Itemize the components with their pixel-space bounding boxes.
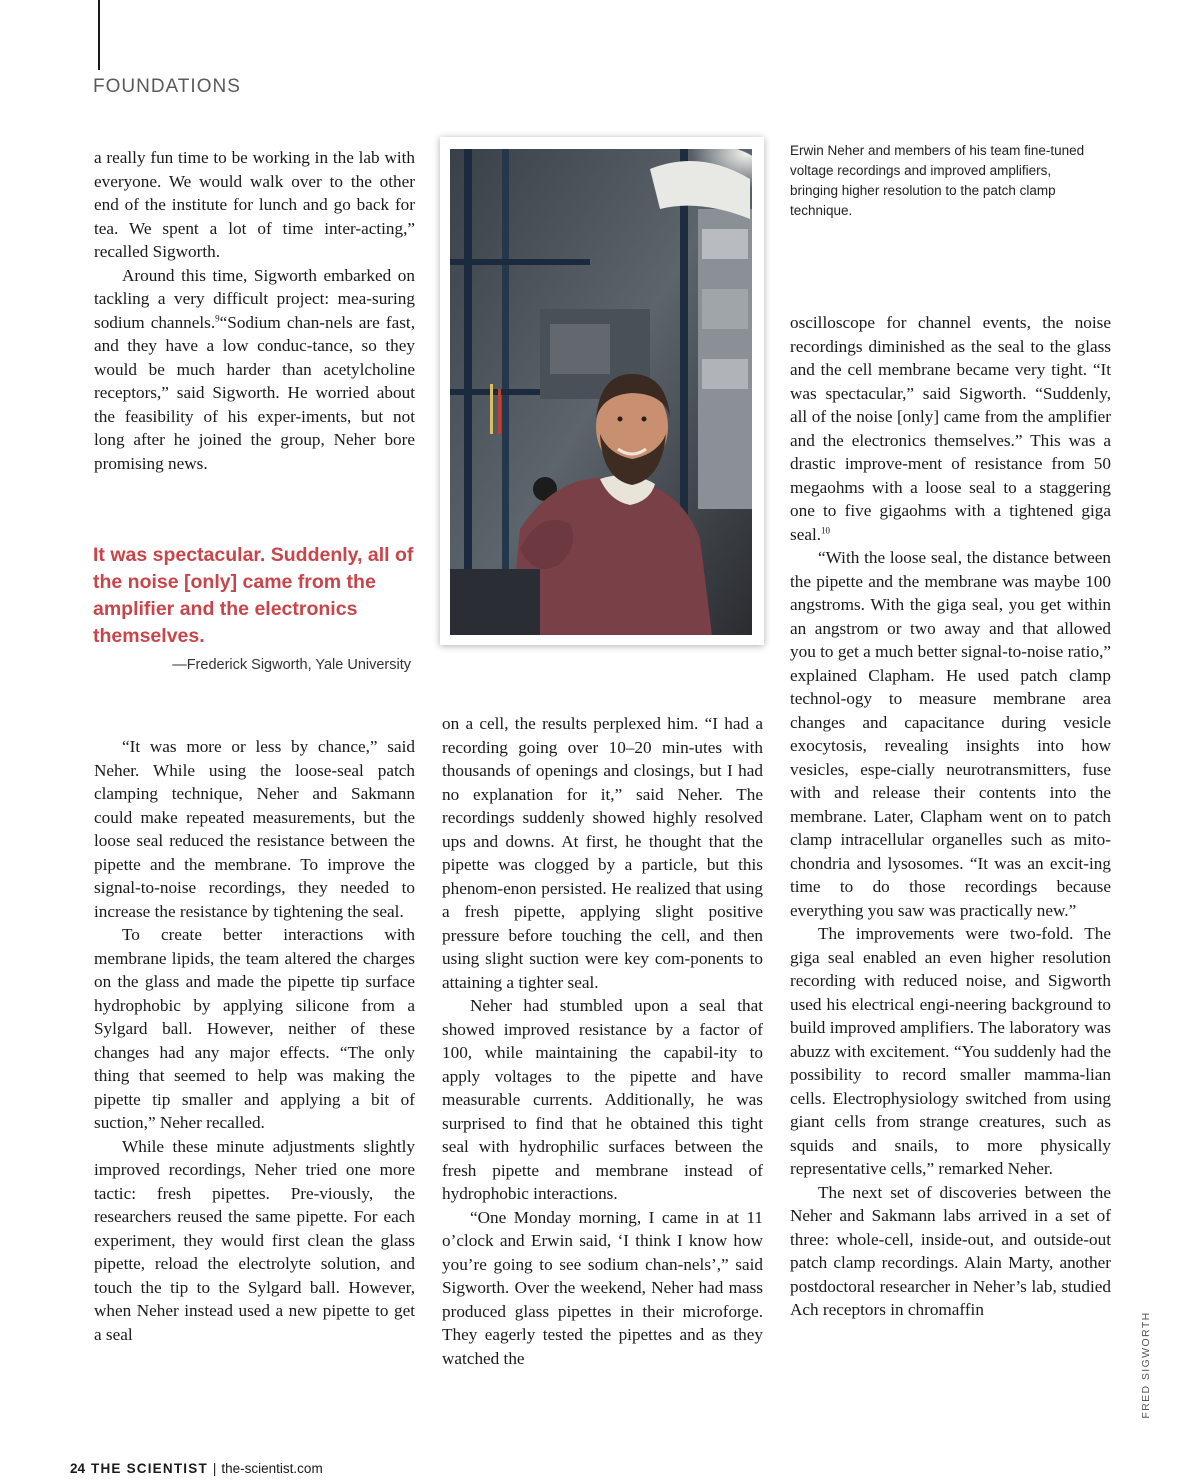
column-3 — [790, 311, 1111, 1322]
website-link[interactable]: the-scientist.com — [221, 1461, 323, 1476]
paragraph-text: “Sodium chan-nels are fast, and they have a low conduc-tance, so they would be much harder than acetylcholine receptors,” said Sigworth. He worried about the feasibility of his exper-iments, but not long after he joined the group, Neher bore promising news. — [94, 312, 415, 473]
paragraph: “With the loose seal, the distance between the pipette and the membrane was maybe 100 angstroms. With the giga seal, you get within an angstrom or two away and that allowed you to get a much better signal-to-noise ratio,” explained Clapham. He used patch clamp technol-ogy to measure membrane area changes and capacitance during vesicle exocytosis, revealing insights into how vesicles, espe-cially neurotransmitters, fuse with and release their contents into the membrane. Later, Clapham went on to patch clamp intracellular organelles such as mito-chondria and lysosomes. “It was an excit-ing time to do those recordings because everything you saw was practically new.” — [790, 548, 1111, 920]
magazine-name: THE SCIENTIST — [91, 1461, 208, 1476]
paragraph — [94, 264, 415, 476]
photo-caption: Erwin Neher and members of his team fine-tuned voltage recordings and improved amplifiers, bringing higher resolution to the patch clamp technique. — [790, 143, 1085, 218]
pull-quote-attribution: —Frederick Sigworth, Yale University — [172, 657, 411, 673]
paragraph: “One Monday morning, I came in at 11 o’clock and Erwin said, ‘I think I know how you’re going to see sodium chan-nels’,” said Sigworth. Over the weekend, Neher had mass produced glass pipettes in their microforge. They eagerly tested the pipettes and as they watched the — [442, 1207, 763, 1368]
column-1-bottom — [94, 735, 415, 1346]
header-rule — [98, 0, 100, 70]
column-2 — [442, 712, 763, 1370]
lab-photo-illustration — [450, 149, 752, 635]
pull-quote: It was spectacular. Suddenly, all of the noise [only] came from the amplifier and the electronics themselves. — [93, 544, 414, 647]
paragraph: The improvements were two-fold. The giga seal enabled an even higher resolution recording with reduced noise, and Sigworth used his electrical engi-neering background to build improved amplifiers. The laboratory was abuzz with excitement. “You suddenly had the possibility to record smaller mamma-lian cells. Electrophysiology switched from using giant cells from strange creatures, such as squids and snails, to more physically representative cells,” remarked Neher. — [790, 924, 1111, 1178]
photo-frame — [440, 137, 764, 645]
column-1-top — [94, 146, 415, 475]
paragraph: To create better interactions with membrane lipids, the team altered the charges on the glass and made the pipette tip surface hydrophobic by applying silicone from a Sylgard ball. However, neither of these changes had any major effects. “The only thing that seemed to help was making the pipette tip smaller and applying a bit of suction,” Neher recalled. — [94, 925, 415, 1132]
photo-credit — [1138, 1282, 1154, 1452]
lab-photo — [450, 149, 752, 635]
page-number: 24 — [70, 1461, 86, 1476]
paragraph: on a cell, the results perplexed him. “I had a recording going over 10–20 min-utes with thousands of openings and closings, but I had no explanation for it,” said Neher. The recordings suddenly showed highly resolved ups and downs. At first, he thought that the pipette was clogged by a particle, but this phenom-enon persisted. He realized that using a fresh pipette, applying slight positive pressure before touching the cell, and then using slight suction were key com-ponents to attaining a tighter seal. — [442, 714, 763, 992]
section-title: FOUNDATIONS — [93, 76, 241, 97]
paragraph — [790, 311, 1111, 546]
paragraph-text: Around this time, Sigworth embarked on tackling a very difficult project: mea-suring sodium channels. — [94, 265, 415, 332]
page-footer — [70, 1461, 323, 1476]
photo-credit-text: FRED SIGWORTH — [1140, 1311, 1152, 1419]
paragraph: a really fun time to be working in the lab with everyone. We would walk over to the other end of the institute for lunch and go back for tea. We spent a lot of time inter-acting,” recalled Sigworth. — [94, 148, 415, 261]
footnote-marker: 10 — [821, 524, 831, 535]
paragraph: Neher had stumbled upon a seal that showed improved resistance by a factor of 100, while maintaining the capabil-ity to apply voltages to the pipette and have measurable currents. Additionally, he was surprised to find that he obtained this tight seal with hydrophilic surfaces between the fresh pipette and membrane instead of hydrophobic interactions. — [442, 996, 763, 1203]
paragraph: The next set of discoveries between the Neher and Sakmann labs arrived in a set of three: whole-cell, inside-out, and outside-out patch clamp recordings. Alain Marty, another postdoctoral researcher in Neher’s lab, studied Ach receptors in chromaffin — [790, 1182, 1111, 1319]
footer-separator: | — [212, 1461, 217, 1476]
footnote-marker: 9 — [215, 312, 220, 323]
paragraph: “It was more or less by chance,” said Neher. While using the loose-seal patch clamping technique, Neher and Sakmann could make repeated measurements, but the loose seal reduced the resistance between the pipette and the membrane. To improve the signal-to-noise recordings, they needed to increase the resistance by tightening the seal. — [94, 737, 415, 921]
paragraph: While these minute adjustments slightly improved recordings, Neher tried one more tactic: fresh pipettes. Pre-viously, the researchers reused the same pipette. For each experiment, they would first clean the glass pipette, reload the electrolyte solution, and touch the tip to the Sylgard ball. However, when Neher instead used a new pipette to get a seal — [94, 1136, 415, 1344]
paragraph-text: oscilloscope for channel events, the noise recordings diminished as the seal to the glass and the cell membrane became very tight. “It was spectacular,” said Sigworth. “Suddenly, all of the noise [only] came from the amplifier and the electronics themselves.” This was a drastic improve-ment of resistance from 50 megaohms with a loose seal to a staggering one to five gigaohms with a tightened giga seal. — [790, 313, 1111, 544]
